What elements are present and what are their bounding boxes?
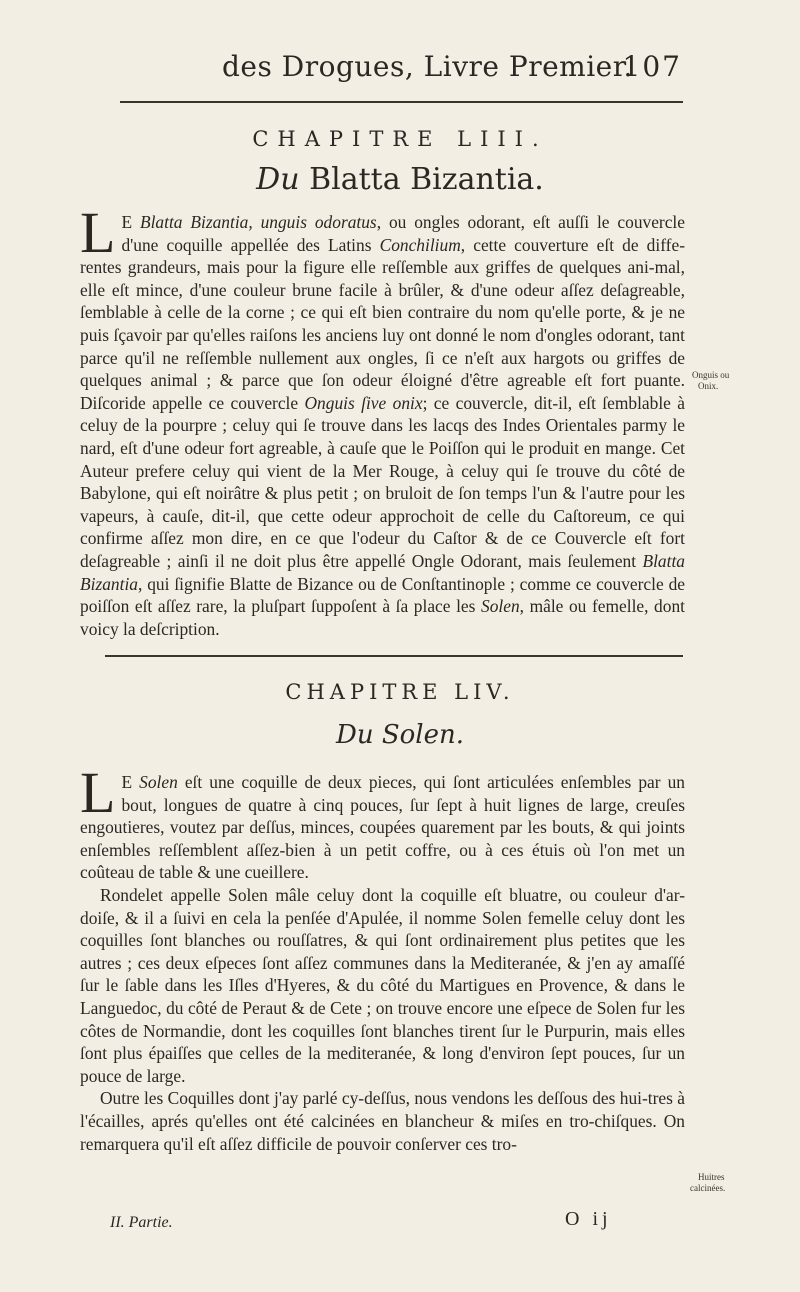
chapter-53-text-c: ; ce couvercle, dit-il, eſt ſemblable à celuy de la pourpre ; celuy qui ſe trouve dans les lacqs des Indes Orientales parmy le nard, eſt d'une odeur fort agreable, à cauſe que le Poiſſon qui le produit en mange. Cet Auteur prefere celuy qui vient de la Mer Rouge, à celuy qui ſe trouve du côté de Babylone, qui eſt noirâtre & plus petit ; on bruloit de ſon temps l'un & l'autre pour les vapeurs, à cauſe, dit-il, que cette odeur approchoit de celle du Caſtoreum, ce qui confirme aſſez mon dire, en ce que l'odeur du Caſtor & de ce Couvercle eſt fort deſagreable ; ainſi il ne doit plus être appellé Ongle Odorant, mais ſeulement: [80, 392, 685, 571]
chapter-53-text-a: , ou ongles odorant, eſt auſſi le couvercle d'une coquille appellée des Latins: [121, 212, 685, 255]
chapter-53-text-e: , mâle ou femelle, dont voicy la deſcription.: [80, 596, 685, 639]
margin-note-huitres-line2: calcinées.: [690, 1183, 726, 1193]
chapter-54-body: [80, 760, 685, 1155]
page-footer: [110, 1208, 630, 1238]
margin-note-onguis: [692, 370, 752, 392]
running-title: des Drogues, Livre Premier.: [222, 50, 633, 83]
term-solen-2: Solen: [139, 772, 178, 792]
chapter-53-subtitle-name: Blatta Bizantia.: [309, 162, 544, 197]
chapter-53-subtitle: [0, 162, 800, 197]
term-blatta-bizantia-2: Blatta Bizantia: [80, 550, 685, 594]
chapter-53-body: [80, 200, 685, 640]
chapter-54-subtitle-text: Du Solen.: [335, 720, 465, 750]
footer-part: II. Partie.: [110, 1214, 173, 1231]
chapter-53-start: E: [121, 212, 133, 232]
header-rule: [120, 101, 683, 103]
term-onguis-onix: Onguis ſive onix: [304, 392, 423, 413]
chapter-54-paragraph-3: Outre les Coquilles dont j'ay parlé cy-deſſus, nous vendons les deſſous des hui-tres à l'écailles, aprés qu'elles ont été calcinées en blancheur & miſes en tro-chiſques. On remarquera qu'il eſt aſſez difficile de pouvoir conſerver ces tro-: [80, 1088, 685, 1154]
term-solen: Solen: [481, 596, 520, 617]
chapter-53-heading: CHAPITRE LIII.: [252, 127, 548, 151]
running-header: [222, 50, 692, 90]
term-conchilium: Conchilium: [379, 234, 461, 255]
margin-note-huitres-line1: Huitres: [698, 1172, 725, 1182]
chapter-54-heading: CHAPITRE LIV.: [285, 680, 515, 704]
margin-note-onguis-line2: Onix.: [698, 381, 719, 391]
footer-signature: O ij: [565, 1208, 612, 1230]
margin-note-onguis-line1: Onguis ou: [692, 370, 730, 380]
chapter-54-dropcap: L: [80, 760, 116, 825]
chapter-53-dropcap: L: [80, 200, 116, 265]
chapter-54-subtitle: [0, 720, 800, 750]
chapter-divider-rule: [105, 655, 683, 657]
chapter-54-paragraph-2: Rondelet appelle Solen mâle celuy dont la coquille eſt bluatre, ou couleur d'ar-doiſe, & il a ſuivi en cela la penſée d'Apulée, il nomme Solen femelle celuy dont les coquilles ſont blanches ou rouſſatres, & qui ſont ordinairement plus petites que les autres ; ces deux eſpeces ſont aſſez communes dans la Mediteranée, & j'en ay amaſſé ſur le ſable dans les Iſles d'Hyeres, & du côté du Martigues en Provence, & dans le Languedoc, du côté de Peraut & de Cete ; on trouve encore une eſpece de Solen fur les côtes de Normandie, dont les coquilles ſont blanches tirent ſur le Purpurin, mais elles ſont plus épaiſſes que celles de la mediteranée, & long d'environ ſept pouces, ſur un pouce de large.: [80, 884, 685, 1086]
page-number: 107: [622, 50, 682, 83]
chapter-53-text-b: , cette couverture eſt de diffe-rentes grandeurs, mais pour la figure elle reſſemble aux griffes de quelques ani-mal, elle eſt mince, d'une couleur brune facile à brûler, & d'une odeur aſſez deſagreable, ſemblable à celle de la corne ; ce qui eſt bien contraire du nom qu'elle porte, & je ne puis ſçavoir par qu'elles raiſons les anciens luy ont donné le nom d'ongles odorant, tant parce qu'il ne reſſemble nullement aux ongles, ſi ce n'eſt aux hargots ou griffes de quelques animal ; & parce que ſon odeur éloigné d'être agreable eſt fort puante. Diſcoride appelle ce couvercle: [80, 234, 685, 413]
term-blatta-bizantia: Blatta Bizantia, unguis odoratus: [139, 212, 377, 232]
chapter-53-text-d: , qui ſignifie Blatte de Bizance ou de Conſtantinople ; comme ce couvercle de poiſſon eſt aſſez rare, la pluſpart ſuppoſent à ſa place les: [80, 573, 685, 617]
chapter-53-subtitle-prefix: Du: [256, 162, 300, 197]
margin-note-huitres: [690, 1172, 750, 1194]
chapter-54-text-a: eſt une coquille de deux pieces, qui ſont articulées enſembles par un bout, longues de quatre à cinq pouces, ſur ſept à huit lignes de large, creuſes engoutieres, voutez par deſſus, minces, coupées quarement par les bouts, & qui joints enſembles reſſemblent aſſez-bien à un petit coffre, ou à ces étuis où l'on met un coûteau de table & une cueillere.: [80, 772, 685, 883]
chapter-54-start: E: [121, 772, 133, 792]
